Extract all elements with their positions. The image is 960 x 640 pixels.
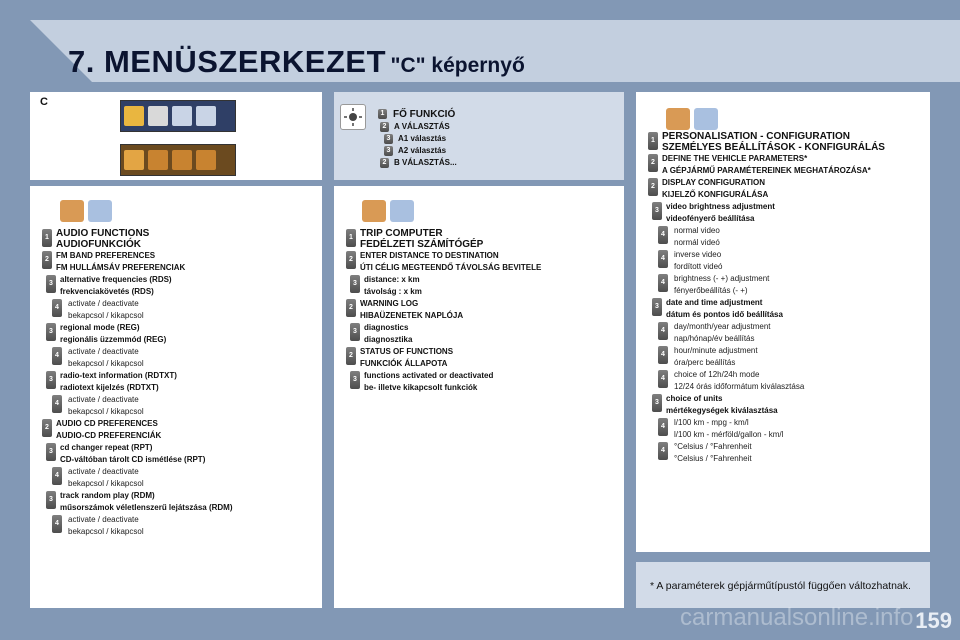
- screen-strip-bottom: [120, 144, 236, 176]
- menu-item-text: műsorszámok véletlenszerű lejátszása (RDM): [60, 503, 233, 512]
- menu-item-text: bekapcsol / kikapcsol: [68, 311, 144, 320]
- menu-item-text: FM HULLÁMSÁV PREFERENCIAK: [56, 263, 186, 272]
- level-badge: 4: [52, 395, 62, 413]
- level-badge: 4: [658, 322, 668, 340]
- menu-item-text: be- illetve kikapcsolt funkciók: [364, 383, 478, 392]
- menu-item-text: fordított videó: [674, 262, 723, 271]
- sliders-icon: [666, 108, 690, 130]
- menu-item-text: brightness (- +) adjustment: [674, 274, 770, 283]
- menu-item-text: FM BAND PREFERENCES: [56, 251, 156, 260]
- level-badge: 2: [380, 158, 389, 168]
- level-badge: 3: [46, 371, 56, 389]
- menu-item-text: radio-text information (RDTXT): [60, 371, 177, 380]
- main-function-heading: FŐ FUNKCIÓ: [393, 109, 456, 120]
- screen-label: C: [40, 96, 48, 108]
- menu-item-text: AUDIOFUNKCIÓK: [56, 239, 141, 250]
- menu-item-text: HIBAÜZENETEK NAPLÓJA: [360, 311, 464, 320]
- sliders-icon: [172, 106, 192, 126]
- menu-item-text: PERSONALISATION - CONFIGURATION: [662, 131, 850, 142]
- main-function-item: A VÁLASZTÁS: [394, 122, 450, 131]
- level-badge: 3: [652, 298, 662, 316]
- menu-item-text: radiotext kijelzés (RDTXT): [60, 383, 159, 392]
- menu-item-text: ENTER DISTANCE TO DESTINATION: [360, 251, 499, 260]
- menu-item-text: bekapcsol / kikapcsol: [68, 479, 144, 488]
- level-badge: 3: [46, 443, 56, 461]
- main-function-item: A2 választás: [398, 146, 447, 155]
- menu-item-text: A GÉPJÁRMŰ PARAMÉTEREINEK MEGHATÁROZÁSA*: [662, 166, 871, 175]
- menu-item-text: TRIP COMPUTER: [360, 228, 443, 239]
- menu-item-text: ÚTI CÉLIG MEGTEENDŐ TÁVOLSÁG BEVITELE: [360, 263, 542, 272]
- main-function-item: A1 választás: [398, 134, 447, 143]
- level-badge: 1: [648, 132, 658, 150]
- menu-item-text: AUDIO-CD PREFERENCIÁK: [56, 431, 162, 440]
- level-badge: 4: [658, 346, 668, 364]
- menu-item-text: choice of units: [666, 394, 723, 403]
- level-badge: 4: [52, 515, 62, 533]
- menu-item-text: STATUS OF FUNCTIONS: [360, 347, 454, 356]
- car-icon: [124, 150, 144, 170]
- menu-item-text: track random play (RDM): [60, 491, 155, 500]
- radio-icon: [196, 150, 216, 170]
- menu-item-text: distance: x km: [364, 275, 420, 284]
- sun-settings-icon: [340, 104, 366, 130]
- level-badge: 3: [350, 371, 360, 389]
- fuel-gauge-icon: [390, 200, 414, 222]
- page-title: [68, 44, 525, 80]
- level-badge: 2: [42, 251, 52, 269]
- level-badge: 2: [380, 122, 389, 132]
- level-badge: 3: [350, 275, 360, 293]
- level-badge: 2: [346, 251, 356, 269]
- menu-item-text: nap/hónap/év beállítás: [674, 334, 755, 343]
- menu-item-text: WARNING LOG: [360, 299, 419, 308]
- fuel-icon: [148, 150, 168, 170]
- menu-item-text: FEDÉLZETI SZÁMÍTÓGÉP: [360, 239, 484, 250]
- menu-item-text: óra/perc beállítás: [674, 358, 736, 367]
- menu-item-text: activate / deactivate: [68, 467, 139, 476]
- equalizer-icon: [694, 108, 718, 130]
- menu-item-text: AUDIO FUNCTIONS: [56, 228, 150, 239]
- menu-item-text: AUDIO CD PREFERENCES: [56, 419, 158, 428]
- watermark: carmanualsonline.info: [680, 604, 914, 631]
- level-badge: 2: [346, 299, 356, 317]
- menu-item-text: °Celsius / °Fahrenheit: [674, 442, 752, 451]
- level-badge: 4: [52, 347, 62, 365]
- level-badge: 1: [346, 229, 356, 247]
- level-badge: 3: [652, 394, 662, 412]
- fuel-icon: [148, 106, 168, 126]
- menu-item-text: activate / deactivate: [68, 395, 139, 404]
- menu-item-text: regionális üzzemmód (REG): [60, 335, 167, 344]
- level-badge: 2: [346, 347, 356, 365]
- level-badge: 2: [42, 419, 52, 437]
- page-title-main: 7. MENÜSZERKEZET: [68, 44, 387, 79]
- menu-item-text: video brightness adjustment: [666, 202, 775, 211]
- level-badge: 4: [658, 442, 668, 460]
- menu-item-text: FUNKCIÓK ÁLLAPOTA: [360, 359, 448, 368]
- menu-item-text: frekvenciakövetés (RDS): [60, 287, 154, 296]
- menu-item-text: activate / deactivate: [68, 515, 139, 524]
- level-badge: 1: [42, 229, 52, 247]
- menu-item-text: date and time adjustment: [666, 298, 763, 307]
- menu-item-text: videofényerő beállítása: [666, 214, 755, 223]
- list-icon: [196, 106, 216, 126]
- menu-item-text: l/100 km - mérföld/gallon - km/l: [674, 430, 784, 439]
- level-badge: 4: [658, 274, 668, 292]
- footnote: * A paraméterek gépjárműtípustól függően változhatnak.: [650, 580, 911, 592]
- level-badge: 1: [378, 109, 387, 119]
- menu-item-text: távolság : x km: [364, 287, 422, 296]
- menu-item-text: normál videó: [674, 238, 720, 247]
- menu-item-text: SZEMÉLYES BEÁLLÍTÁSOK - KONFIGURÁLÁS: [662, 142, 885, 153]
- level-badge: 4: [52, 299, 62, 317]
- main-function-item: B VÁLASZTÁS...: [394, 158, 457, 167]
- menu-item-text: alternative frequencies (RDS): [60, 275, 172, 284]
- sliders-icon: [172, 150, 192, 170]
- menu-item-text: functions activated or deactivated: [364, 371, 494, 380]
- level-badge: 4: [658, 226, 668, 244]
- menu-item-text: l/100 km - mpg - km/l: [674, 418, 749, 427]
- page-title-sub: "C" képernyő: [390, 54, 525, 77]
- level-badge: 4: [658, 250, 668, 268]
- menu-item-text: 12/24 órás időformátum kiválasztása: [674, 382, 805, 391]
- menu-item-text: choice of 12h/24h mode: [674, 370, 760, 379]
- menu-item-text: diagnostics: [364, 323, 409, 332]
- level-badge: 4: [658, 370, 668, 388]
- menu-item-text: activate / deactivate: [68, 299, 139, 308]
- menu-item-text: bekapcsol / kikapcsol: [68, 527, 144, 536]
- level-badge: 3: [46, 275, 56, 293]
- screen-strip-top: [120, 100, 236, 132]
- main-function-panel: [334, 92, 624, 180]
- menu-item-text: cd changer repeat (RPT): [60, 443, 153, 452]
- level-badge: 3: [652, 202, 662, 220]
- level-badge: 4: [658, 418, 668, 436]
- menu-item-text: normal video: [674, 226, 720, 235]
- menu-item-text: fényerőbeállítás (- +): [674, 286, 748, 295]
- level-badge: 3: [384, 134, 393, 144]
- menu-item-text: DEFINE THE VEHICLE PARAMETERS*: [662, 154, 808, 163]
- menu-item-text: inverse video: [674, 250, 722, 259]
- level-badge: 4: [52, 467, 62, 485]
- seat-icon: [124, 106, 144, 126]
- page-number: 159: [915, 608, 952, 633]
- music-note-icon: [88, 200, 112, 222]
- level-badge: 3: [350, 323, 360, 341]
- menu-item-text: CD-váltóban tárolt CD ismétlése (RPT): [60, 455, 206, 464]
- level-badge: 2: [648, 178, 658, 196]
- level-badge: 3: [46, 491, 56, 509]
- level-badge: 2: [648, 154, 658, 172]
- menu-item-text: hour/minute adjustment: [674, 346, 758, 355]
- level-badge: 3: [46, 323, 56, 341]
- menu-item-text: KIJELZŐ KONFIGURÁLÁSA: [662, 190, 769, 199]
- menu-item-text: mértékegységek kiválasztása: [666, 406, 778, 415]
- menu-item-text: regional mode (REG): [60, 323, 140, 332]
- radio-icon: [60, 200, 84, 222]
- level-badge: 3: [384, 146, 393, 156]
- menu-item-text: °Celsius / °Fahrenheit: [674, 454, 752, 463]
- fuel-pump-icon: [362, 200, 386, 222]
- menu-item-text: diagnosztika: [364, 335, 413, 344]
- menu-item-text: bekapcsol / kikapcsol: [68, 359, 144, 368]
- menu-item-text: activate / deactivate: [68, 347, 139, 356]
- menu-item-text: bekapcsol / kikapcsol: [68, 407, 144, 416]
- menu-item-text: dátum és pontos idő beállítása: [666, 310, 783, 319]
- menu-item-text: DISPLAY CONFIGURATION: [662, 178, 765, 187]
- menu-item-text: day/month/year adjustment: [674, 322, 771, 331]
